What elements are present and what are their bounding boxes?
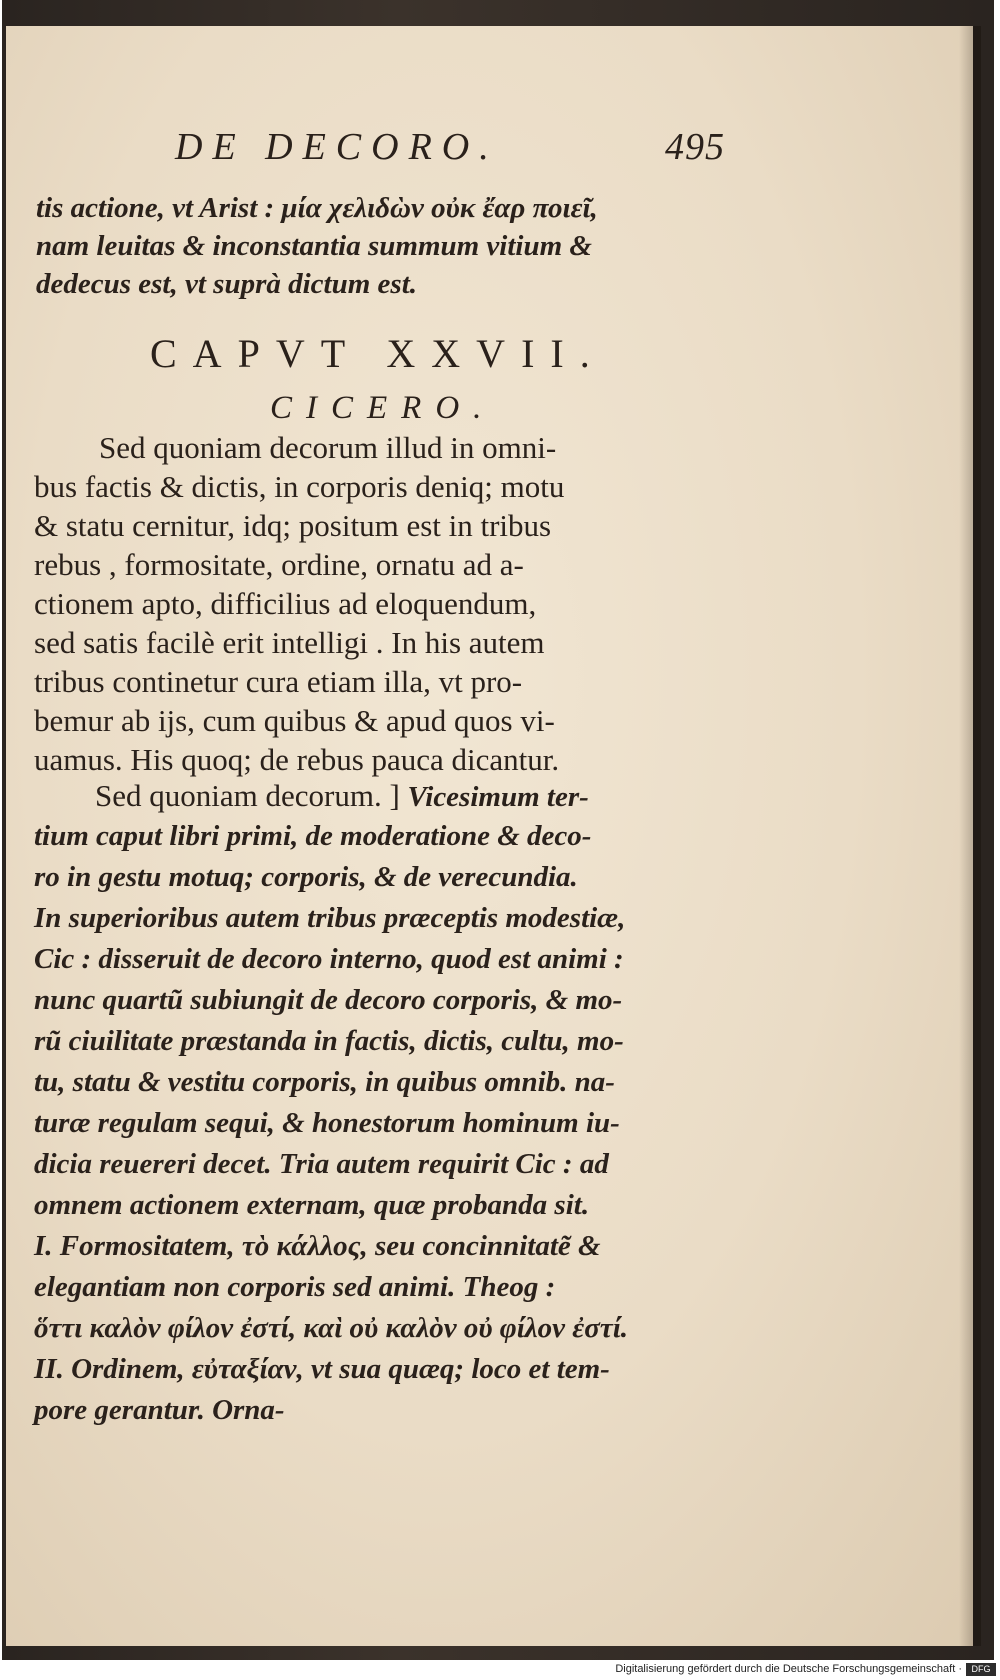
commentary-line: nunc quartũ subiungit de decoro corporis, & mo- (34, 984, 623, 1016)
intro-line: tis actione, vt Arist : μία χελιδὼν οὐκ ἔαρ ποιεῖ, (36, 192, 598, 224)
running-header (175, 125, 735, 173)
footer-bar (0, 1660, 1000, 1680)
commentary-line: turæ regulam sequi, & honestorum hominum iu- (34, 1107, 620, 1139)
chapter-title: CAPVT XXVII. (150, 331, 606, 376)
running-title: DE DECORO. (175, 126, 499, 168)
commentary-first-italic: Vicesimum ter- (407, 781, 589, 813)
commentary-line: omnem actionem externam, quæ probanda sit. (34, 1189, 590, 1221)
commentary-line: dicia reuereri decet. Tria autem requirit Cic : ad (34, 1148, 609, 1180)
commentary-line: tium caput libri primi, de moderatione & deco- (34, 820, 592, 852)
cicero-line: rebus , formositate, ordine, ornatu ad a- (34, 547, 524, 582)
cicero-line: bemur ab ĳs, cum quibus & apud quos vi- (34, 703, 555, 738)
funding-credit: Digitalisierung gefördert durch die Deutsche Forschungsgemeinschaft · (615, 1663, 962, 1675)
intro-line: nam leuitas & inconstantia summum vitium & (36, 230, 592, 262)
section-subheading: CICERO. (270, 390, 496, 426)
commentary-lemma: Sed quoniam decorum. ] (95, 778, 408, 813)
commentary-line: rũ ciuilitate præstanda in factis, dictis, cultu, mo- (34, 1025, 624, 1057)
cicero-line: Sed quoniam decorum illud in omni- (99, 430, 557, 465)
cicero-line: sed satis facilè erit intelligi . In his autem (34, 625, 545, 660)
cicero-line: uamus. His quoq; de rebus pauca dicantur. (34, 742, 560, 777)
cicero-line: bus factis & dictis, in corporis deniq; motu (34, 469, 565, 504)
commentary-line: In superioribus autem tribus præceptis modestiæ, (34, 902, 626, 934)
commentary-line: I. Formositatem, τὸ κάλλος, seu concinnitatẽ & (34, 1230, 601, 1262)
commentary-first-line (95, 778, 589, 814)
cicero-line: & statu cernitur, idq; positum est in tribus (34, 508, 552, 543)
page-number: 495 (665, 126, 725, 168)
commentary-line: II. Ordinem, εὐταξίαν, vt sua quæq; loco et tem- (34, 1353, 610, 1385)
commentary-line: elegantiam non corporis sed animi. Theog : (34, 1271, 556, 1303)
commentary-line: ὅττι καλὸν φίλον ἐστί, καὶ οὐ καλὸν οὐ φίλον ἐστί. (34, 1312, 629, 1344)
commentary-line: ro in gestu motuq; corporis, & de verecundia. (34, 861, 578, 893)
dfg-logo: DFG (966, 1663, 996, 1676)
intro-line: dedecus est, vt suprà dictum est. (36, 268, 418, 300)
cicero-line: tribus continetur cura etiam illa, vt pro- (34, 664, 523, 699)
cicero-line: ctionem apto, difficilius ad eloquendum, (34, 586, 537, 621)
commentary-line: pore gerantur. Orna- (34, 1394, 285, 1426)
commentary-line: Cic : disseruit de decoro interno, quod est animi : (34, 943, 624, 975)
commentary-line: tu, statu & vestitu corporis, in quibus omnib. na- (34, 1066, 615, 1098)
